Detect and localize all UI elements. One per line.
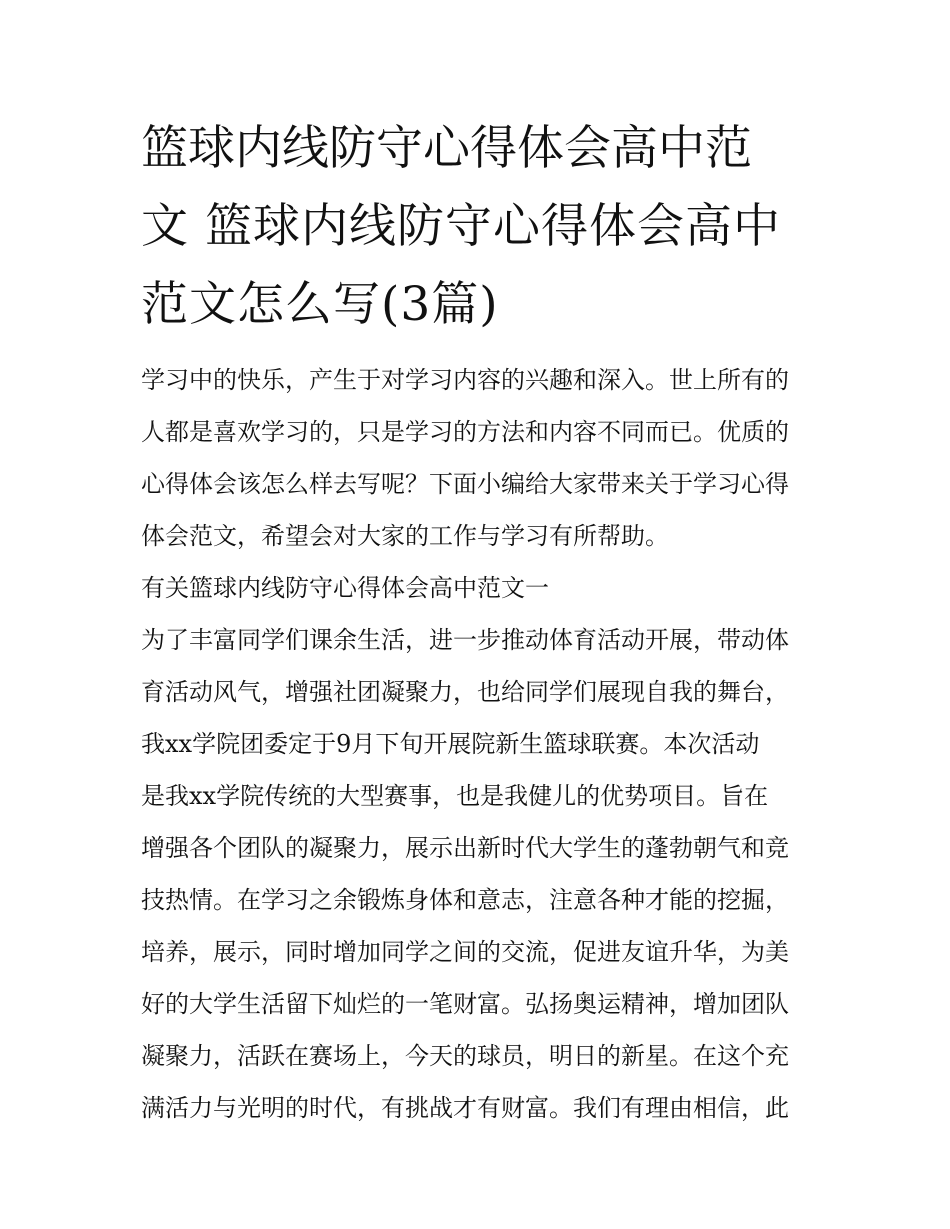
title-line: 文 篮球内线防守心得体会高中: [141, 199, 781, 254]
title-line: 范文怎么写(3篇): [141, 277, 499, 332]
paragraph-line: 是我xx学院传统的大型赛事，也是我健儿的优势项目。旨在: [141, 782, 769, 810]
paragraph-line: 人都是喜欢学习的，只是学习的方法和内容不同而已。优质的: [141, 418, 789, 446]
body-paragraph: [141, 614, 813, 1134]
paragraph-line: 心得体会该怎么样去写呢？下面小编给大家带来关于学习心得: [141, 470, 789, 498]
paragraph-line: 好的大学生活留下灿烂的一笔财富。弘扬奥运精神，增加团队: [141, 990, 789, 1018]
paragraph-line: 为了丰富同学们课余生活，进一步推动体育活动开展，带动体: [141, 626, 789, 654]
paragraph-line: 培养，展示，同时增加同学之间的交流，促进友谊升华，为美: [141, 938, 789, 966]
paragraph-line: 增强各个团队的凝聚力，展示出新时代大学生的蓬勃朝气和竞: [141, 834, 789, 862]
section-heading: [141, 562, 813, 614]
title-line: 篮球内线防守心得体会高中范: [141, 121, 752, 176]
paragraph-line: 满活力与光明的时代，有挑战才有财富。我们有理由相信，此: [141, 1094, 789, 1122]
paragraph-line: 体会范文，希望会对大家的工作与学习有所帮助。: [141, 522, 669, 550]
paragraph-line: 我xx学院团委定于9月下旬开展院新生篮球联赛。本次活动: [141, 730, 760, 758]
section-heading-text: 有关篮球内线防守心得体会高中范文一: [141, 574, 549, 602]
document-page: [141, 110, 813, 1134]
paragraph-line: 凝聚力，活跃在赛场上，今天的球员，明日的新星。在这个充: [141, 1042, 789, 1070]
paragraph-line: 育活动风气，增强社团凝聚力，也给同学们展现自我的舞台，: [141, 678, 789, 706]
document-title: [141, 110, 813, 344]
paragraph-line: 技热情。在学习之余锻炼身体和意志，注意各种才能的挖掘，: [141, 886, 789, 914]
paragraph-line: 学习中的快乐，产生于对学习内容的兴趣和深入。世上所有的: [141, 366, 789, 394]
intro-paragraph: [141, 354, 813, 562]
